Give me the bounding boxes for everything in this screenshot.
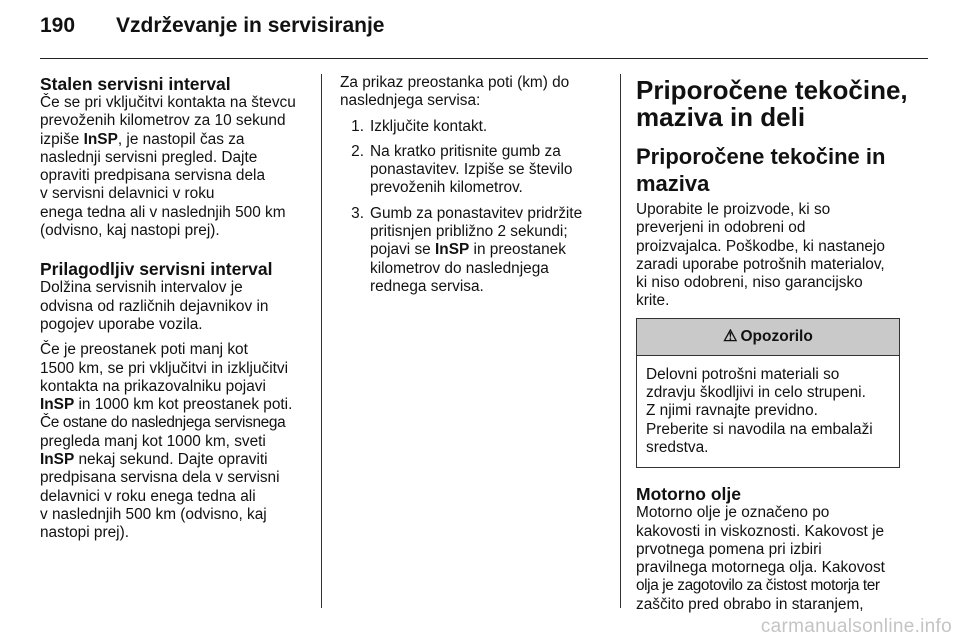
- warning-title: Opozorilo: [740, 327, 813, 345]
- paragraph-remaining-distance: Če je preostanek poti manj kot 1500 km, se pri vključitvi in izključitvi kontakta na prikazovalniku pojavi InSP in 1000 km kot preostanek poti. Če ostane do naslednjega servisnega pregleda manj kot 1000 km, sveti InSP nekaj sekund. Dajte opraviti predpisana servisna dela v servisni delavnici v roku enega tedna ali v naslednjih 500 km (odvisno, kaj nastopi prej).: [40, 341, 293, 542]
- heading-recommended-fluids: Priporočene tekočine in maziva: [636, 144, 886, 196]
- page-number: 190: [40, 14, 76, 37]
- list-item: 2. Na kratko pritisnite gumb za ponastavitev. Izpiše se število prevoženih kilometrov.: [351, 142, 573, 197]
- column-divider-1: [321, 74, 322, 608]
- heading-adaptive-service-interval: Prilagodljiv servisni interval: [40, 259, 273, 280]
- chapter-title: Vzdrževanje in servisiranje: [116, 14, 385, 37]
- insp-code: InSP: [40, 451, 75, 469]
- procedure-steps: [340, 118, 602, 297]
- column-divider-2: [620, 74, 621, 608]
- column-1: [40, 74, 308, 550]
- paragraph-adaptive-interval: Dolžina servisnih intervalov je odvisna od različnih dejavnikov in pogojev uporabe vozila.: [40, 279, 269, 333]
- paragraph-approved-products: Uporabite le proizvode, ki so preverjeni in odobreni od proizvajalca. Poškodbe, ki nastanejo zaradi uporabe potrošnih materialov, ki niso odobreni, niso garancijsko krite.: [636, 201, 885, 310]
- paragraph-display-remaining: Za prikaz preostanka poti (km) do naslednjega servisa:: [340, 74, 570, 110]
- warning-box: [636, 318, 900, 468]
- paragraph-fixed-interval: Če se pri vključitvi kontakta na števcu prevoženih kilometrov za 10 sekund izpiše InSP, je nastopil čas za naslednji servisni pregled. Dajte opraviti predpisana servisna dela v servisni delavnici v roku enega tedna ali v naslednjih 500 km (odvisno, kaj nastopi prej).: [40, 94, 296, 240]
- watermark: carmanualsonline.info: [760, 616, 952, 637]
- heading-engine-oil: Motorno olje: [636, 484, 741, 505]
- warning-header: [637, 319, 899, 356]
- warning-icon: ⚠: [723, 327, 738, 345]
- heading-fixed-service-interval: Stalen servisni interval: [40, 74, 231, 94]
- page-header: [40, 14, 384, 46]
- warning-text: Delovni potrošni materiali so zdravju škodljivi in celo strupeni. Z njimi ravnajte previdno. Preberite si navodila na embalaži sredstva.: [646, 365, 873, 456]
- header-divider: [40, 58, 928, 59]
- insp-code: InSP: [83, 130, 118, 148]
- column-2: [340, 74, 602, 296]
- heading-recommended-fluids-parts: Priporočene tekočine, maziva in deli: [636, 75, 908, 132]
- list-item: 3. Gumb za ponastavitev pridržite pritisnjen približno 2 sekundi; pojavi se InSP in preostanek kilometrov do naslednjega rednega servisa.: [351, 204, 583, 295]
- column-3: [636, 74, 936, 621]
- list-item: 1. Izključite kontakt.: [351, 117, 488, 135]
- paragraph-engine-oil: Motorno olje je označeno po kakovosti in viskoznosti. Kakovost je prvotnega pomena pri izbiri pravilnega motornega olja. Kakovost olja je zagotovilo za čistost motorja ter zaščito pred obrabo in staranjem,: [636, 504, 885, 613]
- insp-code: InSP: [435, 241, 470, 259]
- insp-code: InSP: [40, 396, 75, 414]
